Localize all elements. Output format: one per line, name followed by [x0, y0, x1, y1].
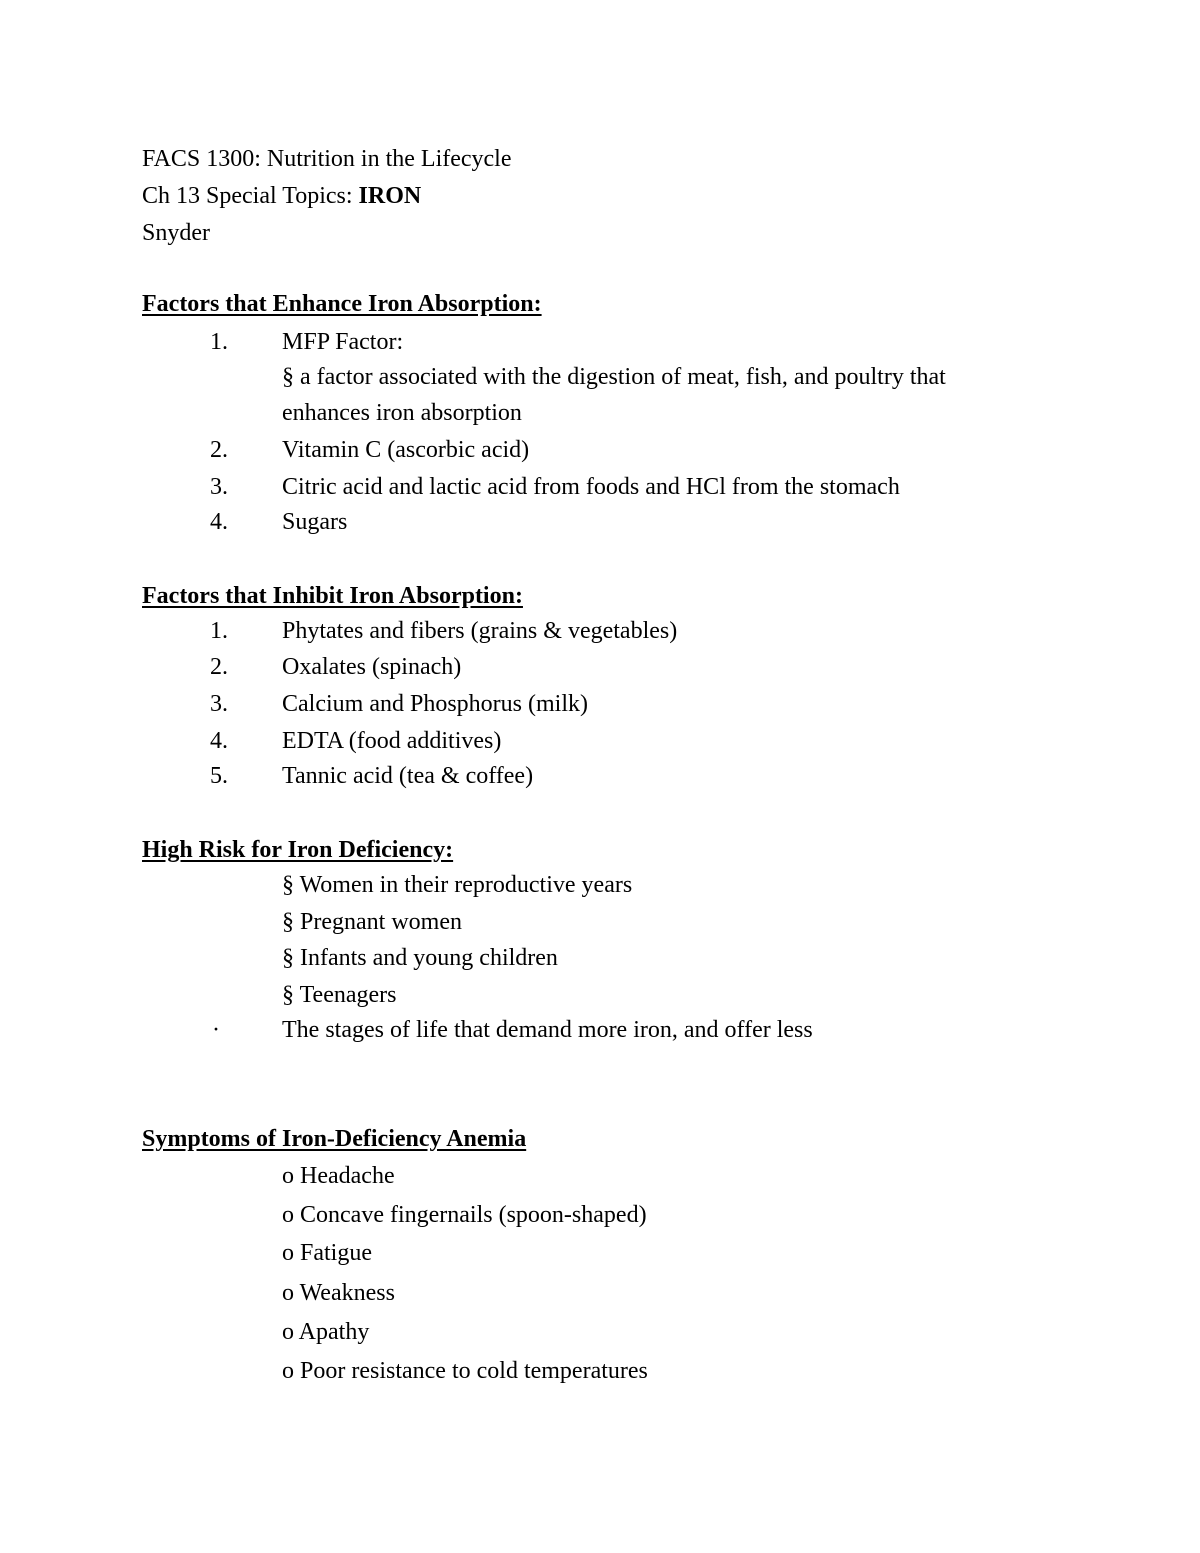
risk-note: The stages of life that demand more iron, and offer less — [282, 1017, 813, 1043]
list-item: § Teenagers — [282, 982, 397, 1008]
list-item: Sugars — [282, 509, 348, 535]
instructor-name: Snyder — [142, 220, 210, 246]
list-number: 3. — [210, 474, 228, 500]
list-number: 2. — [210, 437, 228, 463]
bullet-dot: · — [212, 1017, 220, 1043]
chapter-prefix: Ch 13 Special Topics: — [142, 183, 359, 209]
list-item: EDTA (food additives) — [282, 728, 502, 754]
list-number: 2. — [210, 654, 228, 680]
list-number: 1. — [210, 329, 228, 355]
symptoms-heading: Symptoms of Iron-Deficiency Anemia — [142, 1126, 527, 1152]
list-number: 4. — [210, 509, 228, 535]
risk-heading: High Risk for Iron Deficiency: — [142, 837, 454, 863]
chapter-title — [142, 184, 421, 208]
list-item: Phytates and fibers (grains & vegetables) — [282, 618, 678, 644]
list-item: § Women in their reproductive years — [282, 872, 633, 898]
list-item: o Weakness — [282, 1280, 395, 1306]
list-subitem: enhances iron absorption — [282, 400, 522, 426]
list-item: Oxalates (spinach) — [282, 654, 462, 680]
list-number: 1. — [210, 618, 228, 644]
list-item: § Pregnant women — [282, 909, 462, 935]
list-item: o Poor resistance to cold temperatures — [282, 1358, 648, 1384]
list-item: MFP Factor: — [282, 329, 404, 355]
course-title: FACS 1300: Nutrition in the Lifecycle — [142, 146, 512, 172]
chapter-topic: IRON — [358, 183, 422, 209]
list-number: 4. — [210, 728, 228, 754]
list-item: Vitamin C (ascorbic acid) — [282, 437, 530, 463]
list-item: o Fatigue — [282, 1240, 372, 1266]
list-item: Citric acid and lactic acid from foods and HCl from the stomach — [282, 474, 900, 500]
list-item: § Infants and young children — [282, 945, 558, 971]
list-number: 5. — [210, 763, 228, 789]
list-item: Calcium and Phosphorus (milk) — [282, 691, 588, 717]
inhibit-heading: Factors that Inhibit Iron Absorption: — [142, 583, 523, 609]
list-subitem: § a factor associated with the digestion of meat, fish, and poultry that — [282, 364, 946, 390]
list-item: Tannic acid (tea & coffee) — [282, 763, 534, 789]
list-item: o Concave fingernails (spoon-shaped) — [282, 1202, 647, 1228]
list-item: o Headache — [282, 1163, 395, 1189]
list-number: 3. — [210, 691, 228, 717]
list-item: o Apathy — [282, 1319, 370, 1345]
enhance-heading: Factors that Enhance Iron Absorption: — [142, 291, 542, 317]
